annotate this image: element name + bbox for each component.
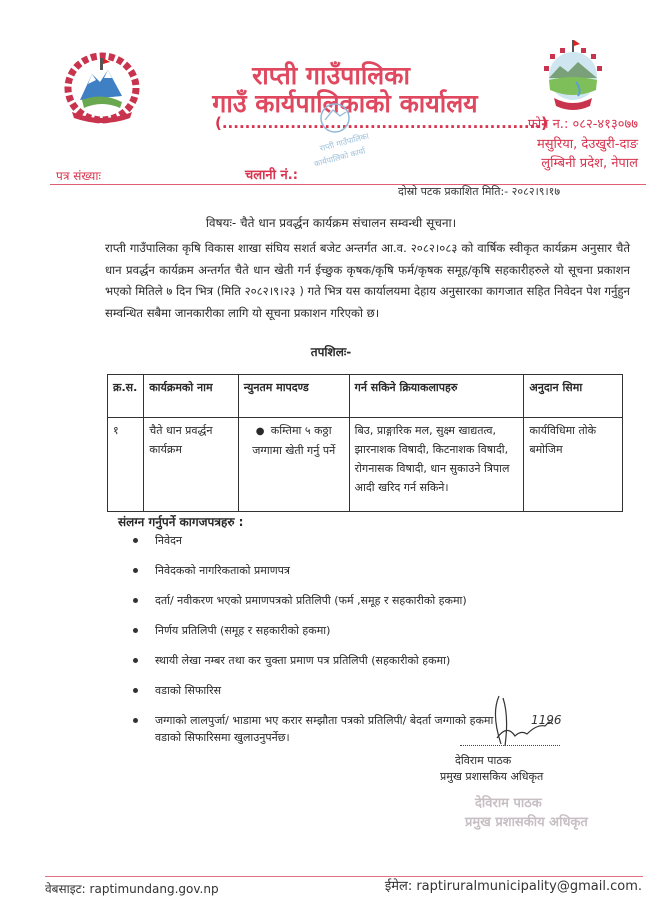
notice-body: राप्ती गाउँपालिका कृषि विकास शाखा संघिय सशर्त बजेट अन्तर्गत आ.व. २०८२।०८३ को वार्षिक स्वीकृत कार्यक्रम अनुसार चैते धान प्रवर्द्धन कार्यक्रम अन्तर्गत चैते धान खेती गर्न ईच्छुक कृषक/कृषि फर्म/कृषक समूह/कृषि सहकारीहरुले यो सूचना प्रकाशन भएको मितिले ७ दिन भित्र (मिति २०८२।९।२३ ) गते भित्र यस कार्यालयमा देहाय अनुसारका कागजात सहित निवेदन पेश गर्नुहुन सम्वन्धित सबैमा जानकारीका लागि यो सूचना प्रकाशन गरिएको छ। bbox=[105, 241, 630, 320]
list-item: वडाको सिफारिस bbox=[130, 682, 590, 699]
svg-text:राप्ती गाउँपालिका: राप्ती गाउँपालिका bbox=[318, 131, 370, 154]
address-line2: लुम्बिनी प्रदेश, नेपाल bbox=[541, 156, 638, 171]
website-link[interactable]: वेबसाइट: raptimundang.gov.np bbox=[45, 882, 219, 896]
signature-line bbox=[460, 745, 560, 746]
stamp-name: देविराम पाठक bbox=[475, 796, 542, 811]
cell-sn: १ bbox=[108, 418, 144, 512]
svg-text:कार्यपालिको कार्या: कार्यपालिको कार्या bbox=[313, 146, 367, 169]
table-row bbox=[108, 418, 623, 512]
header-subsidy: अनुदान सिमा bbox=[524, 375, 623, 418]
list-item: निवेदकको नागरिकताको प्रमाणपत्र bbox=[130, 562, 590, 579]
table-header-row bbox=[108, 375, 623, 418]
svg-text:1196: 1196 bbox=[531, 713, 562, 727]
office-title-line2: गाउँ कार्यपालिकाको कार्यालय bbox=[212, 89, 478, 118]
list-item: दर्ता/ नवीकरण भएको प्रमाणपत्रको प्रतिलिपी (फर्म ,समूह र सहकारीको हकमा) bbox=[130, 592, 590, 609]
phone-number: फोन न.: ०८२-४१३०७७ bbox=[527, 117, 638, 132]
attachments-heading: संलग्न गर्नुपर्ने कागजपत्रहरु : bbox=[118, 515, 244, 529]
address-line1: मसुरिया, देउखुरी-दाङ bbox=[536, 137, 638, 152]
cell-criteria-text: कम्तिमा ५ कठ्ठा जग्गामा खेती गर्नु पर्ने bbox=[252, 424, 336, 457]
cell-activities: बिउ, प्राङ्गारिक मल, सुक्ष्म खाद्यतत्व, झारनाशक विषादी, किटनाशक विषादी, रोगनासक विषादी, धान सुकाउने त्रिपाल आदी खरिद गर्न सकिने। bbox=[349, 418, 524, 512]
header-sn: क्र.स. bbox=[108, 375, 144, 418]
office-title-line1: राप्ती गाउँपालिका bbox=[252, 61, 410, 90]
header-program: कार्यक्रमको नाम bbox=[144, 375, 239, 418]
list-item: जग्गाको लालपुर्जा/ भाडामा भए करार सम्झौता पत्रको प्रतिलिपी/ बेदर्ता जग्गाको हकमा वडाको सिफारिसमा खुलाउनुपर्नेछ। bbox=[130, 712, 515, 746]
published-date: दोस्रो पटक प्रकाशित मिति:- २०८२।९।१७ bbox=[398, 185, 561, 198]
header-criteria: न्युनतम मापदण्ड bbox=[238, 375, 349, 418]
office-seal-stamp bbox=[300, 100, 390, 190]
details-heading: तपशिलः- bbox=[310, 345, 352, 359]
header-activities: गर्न सकिने क्रियाकलापहरु bbox=[349, 375, 524, 418]
email-link[interactable]: ईमेल: raptiruralmunicipality@gmail.com. bbox=[384, 879, 642, 894]
letter-number-label: पत्र संख्याः bbox=[56, 169, 101, 183]
signatory-title: प्रमुख प्रशासकिय अधिकृत bbox=[440, 770, 544, 783]
signatory-name: देविराम पाठक bbox=[455, 754, 512, 767]
dotted-placeholder: (........................................................) bbox=[215, 114, 548, 132]
list-item: स्थायी लेखा नम्बर तथा कर चुक्ता प्रमाण पत्र प्रतिलिपी (सहकारीको हकमा) bbox=[130, 652, 590, 669]
cell-subsidy: कार्यविधिमा तोके बमोजिम bbox=[524, 418, 623, 512]
cell-program: चैते धान प्रवर्द्धन कार्यक्रम bbox=[144, 418, 239, 512]
list-item: निवेदन bbox=[130, 532, 590, 549]
bullet-icon: ● bbox=[255, 426, 271, 437]
cell-criteria bbox=[238, 418, 349, 512]
program-table bbox=[107, 374, 623, 512]
stamp-title: प्रमुख प्रशासकीय अधिकृत bbox=[465, 815, 588, 830]
dispatch-number-label: चलानी नं.: bbox=[245, 168, 298, 183]
notice-subject: विषयः- चैते धान प्रवर्द्धन कार्यक्रम संचालन सम्वन्धी सूचना। bbox=[205, 216, 457, 230]
list-item: निर्णय प्रतिलिपी (समूह र सहकारीको हकमा) bbox=[130, 622, 590, 639]
